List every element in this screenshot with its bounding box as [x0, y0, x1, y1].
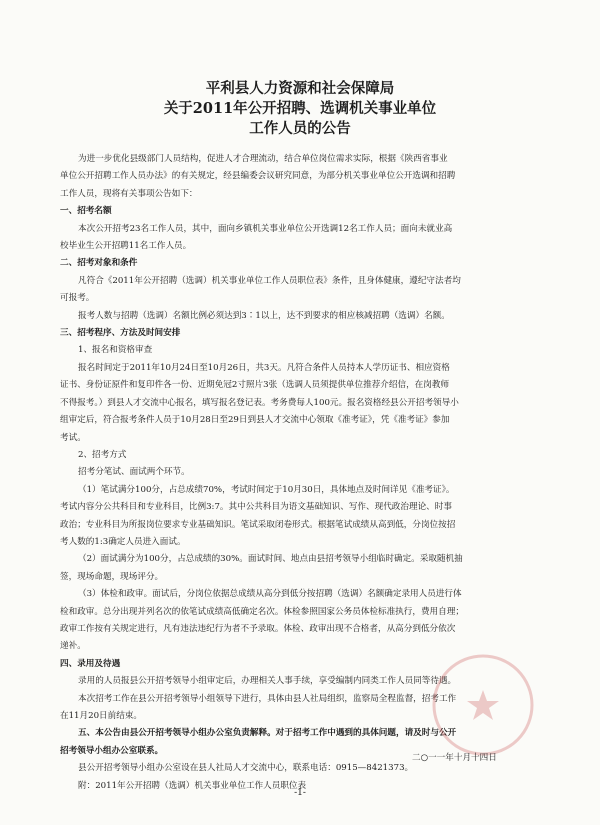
subsection-heading: 1、报名和资格审查	[78, 345, 153, 356]
section-heading: 招考领导小组办公室联系。	[60, 745, 164, 756]
document-title-line-1: 平利县人力资源和社会保障局	[205, 80, 395, 97]
body-line: （1）笔试满分100分，占总成绩70%，考试时间定于10月30日，具体地点及时间详见《准考证》。	[78, 484, 455, 495]
section-heading: 四、录用及待遇	[60, 658, 121, 669]
subsection-heading: 2、招考方式	[78, 449, 127, 460]
body-line: 可报考。	[60, 293, 95, 304]
body-line: 考试。	[60, 432, 86, 443]
body-line: 递补。	[60, 641, 86, 652]
document-title-line-2: 关于2011年公开招聘、选调机关事业单位	[163, 100, 437, 117]
body-line: （2）面试满分为100分，占总成绩的30%。面试时间、地点由县招考领导小组临时确定。采取随机抽	[78, 554, 463, 565]
body-line: 单位公开招聘工作人员办法》的有关规定，经县编委会议研究同意，为部分机关事业单位公开选调和招聘	[60, 171, 456, 182]
body-line: 考人数的1:3确定人员进入面试。	[60, 536, 186, 547]
section-heading: 一、招考名额	[60, 206, 112, 217]
official-seal-icon	[430, 652, 536, 758]
body-line: （3）体检和政审。面试后，分岗位依据总成绩从高分到低分按招聘（选调）名额确定录用人员进行体	[78, 589, 462, 600]
body-line: 政审工作按有关规定进行，凡有违法违纪行为者不予录取。体检、政审出现不合格者，从高分到低分依次	[60, 623, 456, 634]
body-line: 报考人数与招聘（选调）名额比例必须达到3∶1以上，达不到要求的相应核减招聘（选调）名额。	[78, 310, 450, 321]
body-line: 本次招考工作在县公开招考领导小组领导下进行，具体由县人社局组织，监察局全程监督，招考工作	[78, 693, 457, 704]
body-line: 招考分笔试、面试两个环节。	[78, 467, 190, 478]
body-line: 录用的人员报县公开招考领导小组审定后，办理相关人事手续，享受编制内同类工作人员同等待遇。	[78, 676, 457, 687]
body-line: 校毕业生公开招聘11名工作人员。	[60, 241, 192, 252]
body-line: 报名时间定于2011年10月24日至10月26日，共3天。凡符合条件人员持本人学历证书、相应资格	[78, 362, 450, 373]
contact-line: 县公开招考领导小组办公室设在县人社局人才交流中心，联系电话：0915—8421373。	[78, 763, 414, 774]
page-number: -1-	[294, 788, 306, 798]
body-line: 本次公开招考23名工作人员，其中，面向乡镇机关事业单位公开选调12名工作人员；面向未就业高	[78, 223, 453, 234]
body-line: 凡符合《2011年公开招聘（选调）机关事业单位工作人员职位表》条件，且身体健康，遵纪守法者均	[78, 275, 461, 286]
body-line: 组审定后，符合报考条件人员于10月28日至29日到县人才交流中心领取《准考证》，凭《准考证》参加	[60, 415, 450, 426]
body-line: 考试内容分公共科目和专业科目，比例3:7。其中公共科目为语文基础知识、写作、现代政治理论、时事	[60, 502, 452, 513]
body-line: 为进一步优化县级部门人员结构，促进人才合理流动，结合单位岗位需求实际，根据《陕西省事业	[78, 154, 448, 164]
signature-date: 二○一一年十月十四日	[412, 753, 497, 763]
body-line: 政治；专业科目为所报岗位要求专业基础知识。笔试采取闭卷形式。根据笔试成绩从高到低，分岗位按招	[60, 519, 456, 530]
body-line: 签，现场命题，现场评分。	[60, 571, 164, 582]
attachment-line: 附：2011年公开招聘（选调）机关事业单位工作人员职位表	[78, 780, 307, 791]
document-title-line-3: 工作人员的公告	[249, 120, 351, 137]
body-line: 不得报考。）到县人才交流中心报名，填写报名登记表。考务费每人100元。报名资格经县公开招考领导小	[60, 397, 459, 408]
section-heading: 三、招考程序、方法及时间安排	[60, 328, 181, 339]
section-heading: 二、招考对象和条件	[60, 258, 138, 269]
section-heading: 五、本公告由县公开招考领导小组办公室负责解释。对于招考工作中遇到的具体问题，请及时与公开	[78, 728, 457, 739]
body-line: 证书、身份证原件和复印件各一份、近期免冠2寸照片3张（选调人员须提供单位推荐介绍信，在岗教师	[60, 380, 450, 391]
body-line: 检和政审。总分出现并列名次的依笔试成绩高低确定名次。体检参照国家公务员体检标准执行，费用自理；	[60, 606, 464, 617]
body-line: 在11月20日前结束。	[60, 711, 143, 721]
body-line: 工作人员，现将有关事项公告如下：	[60, 188, 198, 199]
